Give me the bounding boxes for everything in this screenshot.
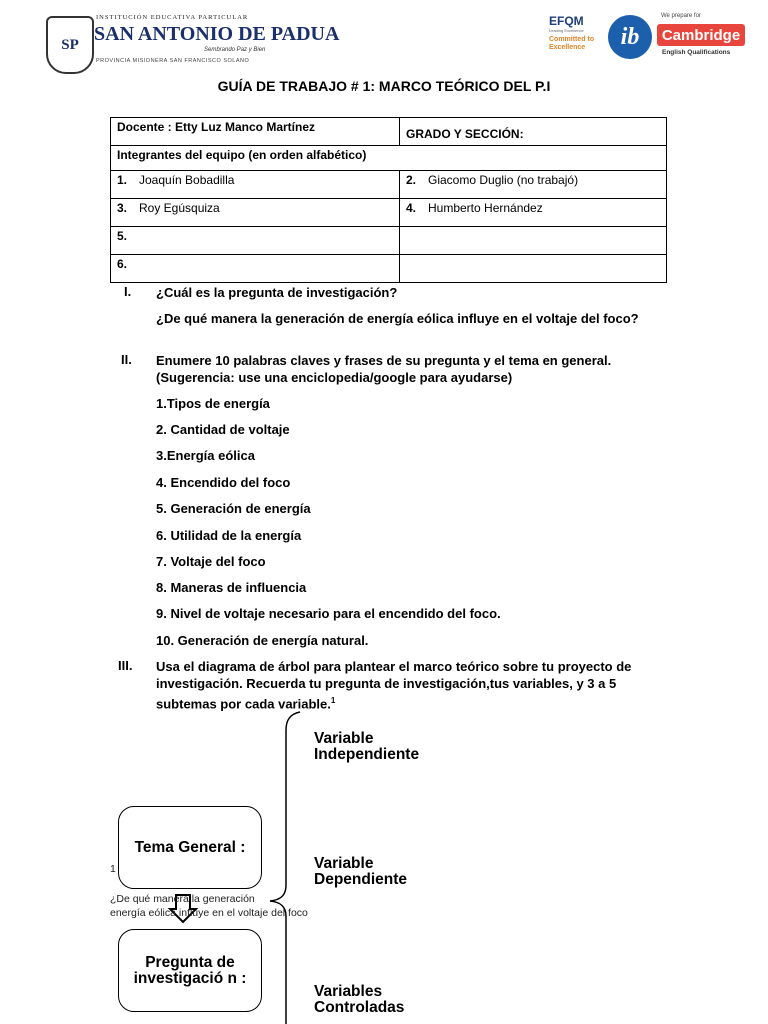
school-name: SAN ANTONIO DE PADUA <box>94 23 340 45</box>
member-name: Roy Egúsquiza <box>139 201 220 215</box>
table-row <box>111 199 667 227</box>
keyword-item: 2. Cantidad de voltaje <box>156 422 290 437</box>
keyword-item: 1.Tipos de energía <box>156 396 270 411</box>
school-province: PROVINCIA MISIONERA SAN FRANCISCO SOLANO <box>96 58 250 64</box>
school-subtitle: INSTITUCIÓN EDUCATIVA PARTICULAR <box>96 14 249 21</box>
question-3-number: III. <box>118 658 133 673</box>
efqm-title: EFQM <box>549 14 584 28</box>
member-cell <box>111 227 400 255</box>
footnote-line-1: ¿De qué manera la generación <box>110 893 255 905</box>
footnote-number: 1 <box>110 863 116 875</box>
keyword-item: 10. Generación de energía natural. <box>156 633 369 648</box>
member-number: 2. <box>406 173 417 187</box>
question-1-text: ¿Cuál es la pregunta de investigación? <box>156 285 398 300</box>
keyword-item: 9. Nivel de voltaje necesario para el encendido del foco. <box>156 606 501 621</box>
team-info-table <box>110 117 667 283</box>
table-row <box>111 255 667 283</box>
question-3-body: Usa el diagrama de árbol para plantear el marco teórico sobre tu proyecto de investigación. Recuerda tu pregunta de investigación,tus variables, y 3 a 5 subtemas por cada variable. <box>156 659 632 712</box>
variables-controladas: Variables Controladas <box>314 983 405 1016</box>
grado-cell: GRADO Y SECCIÓN: <box>400 118 667 146</box>
member-cell <box>400 199 667 227</box>
footnote-line-2: energía eólica influye en el voltaje del foco <box>110 907 308 919</box>
question-1-number: I. <box>124 284 132 299</box>
question-3-footnote-ref: 1 <box>330 696 336 705</box>
member-number: 4. <box>406 201 417 215</box>
school-seal: SP <box>46 16 94 74</box>
member-name: Giacomo Duglio (no trabajó) <box>428 173 579 187</box>
pregunta-box: Pregunta de investigació n : <box>118 929 262 1012</box>
cambridge-tagline: We prepare for <box>661 13 701 19</box>
member-number: 1. <box>117 173 128 187</box>
member-name: Humberto Hernández <box>428 201 543 215</box>
member-number: 5. <box>117 229 128 243</box>
school-logo <box>46 14 340 72</box>
keyword-item: 5. Generación de energía <box>156 501 311 516</box>
member-number: 3. <box>117 201 128 215</box>
keyword-item: 4. Encendido del foco <box>156 475 291 490</box>
school-motto: Sembrando Paz y Bien <box>204 47 266 53</box>
variable-independiente: Variable Independiente <box>314 730 420 763</box>
question-1-answer: ¿De qué manera la generación de energía eólica influye en el voltaje del foco? <box>156 311 639 326</box>
efqm-logo <box>549 10 601 58</box>
cambridge-subtitle: English Qualifications <box>662 49 731 56</box>
table-row <box>111 227 667 255</box>
empty-cell <box>400 227 667 255</box>
ib-logo: ib <box>608 15 652 59</box>
member-cell <box>111 171 400 199</box>
member-number: 6. <box>117 257 128 271</box>
document-title: GUÍA DE TRABAJO # 1: MARCO TEÓRICO DEL P.I <box>217 78 551 94</box>
efqm-subtitle: Leading Excellence <box>549 28 584 33</box>
member-cell <box>111 199 400 227</box>
tema-general-box: Tema General : <box>118 806 262 889</box>
member-cell <box>111 255 400 283</box>
member-name: Joaquín Bobadilla <box>139 173 235 187</box>
table-row <box>111 171 667 199</box>
keyword-item: 7. Voltaje del foco <box>156 554 266 569</box>
cambridge-logo: Cambridge <box>657 24 745 46</box>
table-row <box>111 118 667 146</box>
question-2-number: II. <box>121 352 132 367</box>
variable-dependiente: Variable Dependiente <box>314 855 408 888</box>
keyword-item: 3.Energía eólica <box>156 448 255 463</box>
keyword-item: 8. Maneras de influencia <box>156 580 307 595</box>
member-cell <box>400 171 667 199</box>
integrantes-cell: Integrantes del equipo (en orden alfabético) <box>111 146 667 171</box>
keyword-item: 6. Utilidad de la energía <box>156 528 302 543</box>
efqm-committed: Committed to Excellence <box>549 36 595 51</box>
docente-cell: Docente : Etty Luz Manco Martínez <box>111 118 400 146</box>
question-2-text: Enumere 10 palabras claves y frases de su pregunta y el tema en general. (Sugerencia: use una enciclopedia/google para ayudarse) <box>156 353 612 385</box>
empty-cell <box>400 255 667 283</box>
table-row <box>111 146 667 171</box>
